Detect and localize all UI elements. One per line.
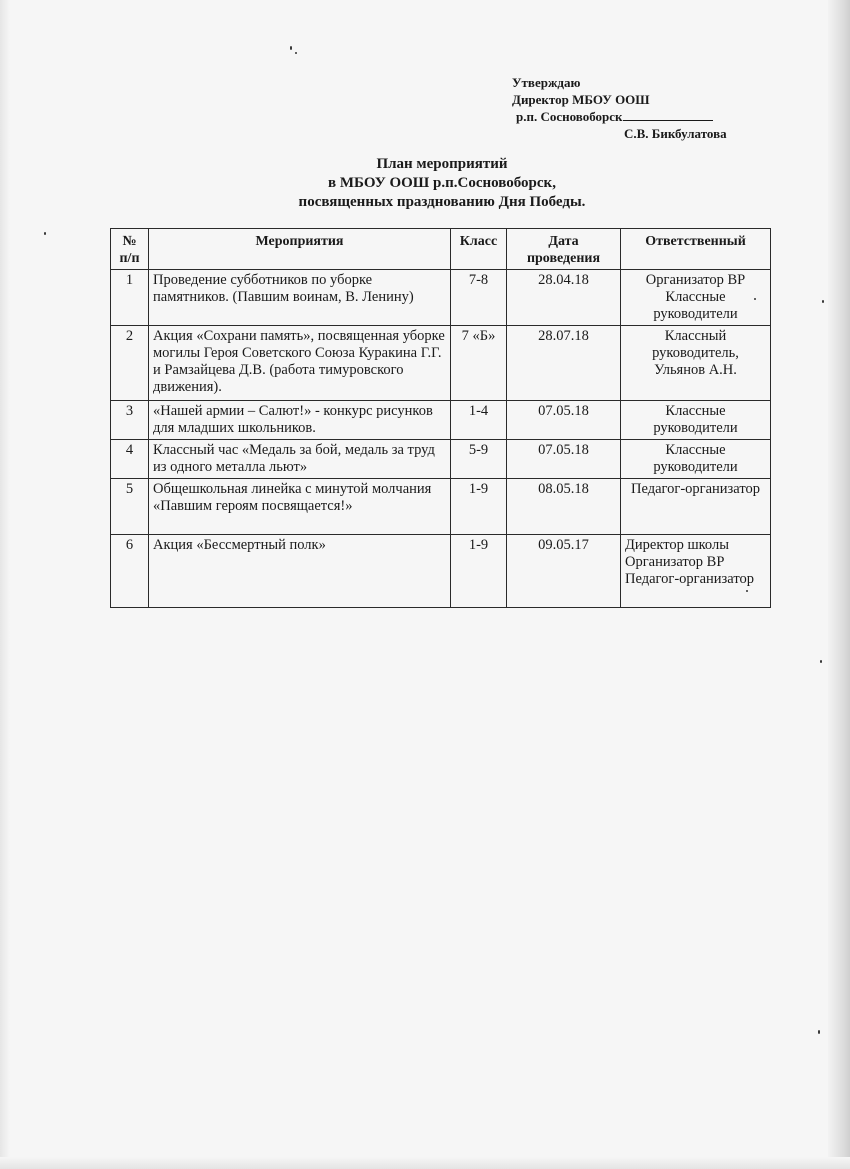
row-event: «Нашей армии – Салют!» - конкурс рисунков для младших школьников. (149, 401, 451, 440)
scan-speck (295, 52, 297, 54)
row-num: 6 (111, 535, 149, 608)
events-table (110, 228, 771, 608)
row-class: 7 «Б» (451, 326, 507, 401)
row-date: 08.05.18 (507, 479, 621, 535)
scan-speck (44, 232, 46, 235)
approval-heading: Утверждаю (512, 75, 581, 90)
title-line-3: посвященных празднованию Дня Победы. (298, 194, 586, 210)
row-date: 28.04.18 (507, 270, 621, 326)
row-num: 1 (111, 270, 149, 326)
row-class: 5-9 (451, 440, 507, 479)
row-num: 2 (111, 326, 149, 401)
header-num: № п/п (111, 229, 149, 270)
scan-speck (822, 300, 824, 303)
row-date: 28.07.18 (507, 326, 621, 401)
scan-speck (820, 660, 822, 663)
approval-signatory: С.В. Бикбулатова (624, 126, 727, 141)
row-num: 3 (111, 401, 149, 440)
scan-speck (818, 1030, 820, 1034)
row-responsible: Организатор ВР Классные руководители (621, 270, 771, 326)
row-responsible: Классные руководители (621, 440, 771, 479)
header-event: Мероприятия (149, 229, 451, 270)
table-header-row (111, 229, 771, 270)
row-date: 07.05.18 (507, 440, 621, 479)
approval-location (512, 108, 727, 125)
scan-edge-right (828, 0, 850, 1169)
header-class: Класс (451, 229, 507, 270)
title-line-1: План мероприятий (376, 156, 508, 172)
table-row (111, 440, 771, 479)
header-responsible: Ответственный (621, 229, 771, 270)
signature-line (623, 108, 713, 121)
approval-block (512, 74, 727, 142)
table-row (111, 535, 771, 608)
document-title (250, 155, 634, 212)
row-event: Проведение субботников по уборке памятников. (Павшим воинам, В. Ленину) (149, 270, 451, 326)
row-class: 7-8 (451, 270, 507, 326)
title-line-2: в МБОУ ООШ р.п.Сосновоборск, (328, 175, 556, 191)
scan-edge-left (0, 0, 10, 1169)
row-event: Классный час «Медаль за бой, медаль за труд из одного металла льют» (149, 440, 451, 479)
row-class: 1-4 (451, 401, 507, 440)
row-event: Акция «Сохрани память», посвященная уборке могилы Героя Советского Союза Куракина Г.Г. и Рамзайцева Д.В. (работа тимуровского движения). (149, 326, 451, 401)
row-date: 09.05.17 (507, 535, 621, 608)
table-row (111, 270, 771, 326)
table-row (111, 479, 771, 535)
row-event: Акция «Бессмертный полк» (149, 535, 451, 608)
scan-speck (290, 46, 292, 50)
row-responsible: Классный руководитель, Ульянов А.Н. (621, 326, 771, 401)
table-row (111, 401, 771, 440)
row-date: 07.05.18 (507, 401, 621, 440)
row-responsible: Педагог-организатор (621, 479, 771, 535)
approval-position: Директор МБОУ ООШ (512, 92, 650, 107)
row-responsible: Классные руководители (621, 401, 771, 440)
row-class: 1-9 (451, 479, 507, 535)
row-event: Общешкольная линейка с минутой молчания «Павшим героям посвящается!» (149, 479, 451, 535)
header-date: Дата проведения (507, 229, 621, 270)
approval-location-text: р.п. Сосновоборск (516, 109, 623, 124)
scan-edge-bottom (0, 1157, 850, 1169)
table-row (111, 326, 771, 401)
row-num: 4 (111, 440, 149, 479)
row-responsible: Директор школы Организатор ВР Педагог-организатор (621, 535, 771, 608)
row-class: 1-9 (451, 535, 507, 608)
row-num: 5 (111, 479, 149, 535)
